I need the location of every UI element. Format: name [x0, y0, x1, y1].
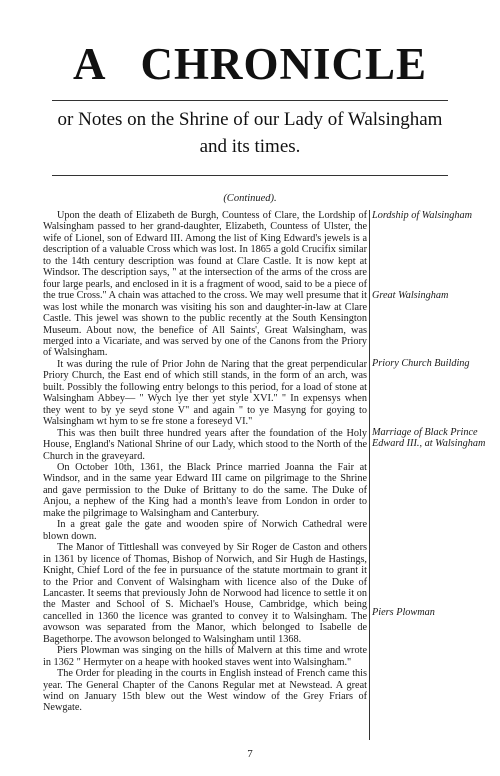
paragraph: The Order for pleading in the courts in English instead of French came this year. The General Chapter of the Canons Regular met at Newstead. A great wind on January 15th blew out the West window of the Grey Friars of Newgate.	[43, 668, 367, 714]
body-text	[43, 210, 367, 714]
paragraph: In a great gale the gate and wooden spire of Norwich Cathedral were blown down.	[43, 519, 367, 542]
bottom-rule	[52, 175, 448, 176]
continued-label: (Continued).	[223, 193, 277, 204]
subtitle-line-2: and its times.	[199, 136, 301, 157]
subtitle	[30, 106, 470, 160]
paragraph: This was then built three hundred years after the foundation of the Holy House, England's National Shrine of our Lady, which stood to the North of the Church in the graveyard.	[43, 427, 367, 462]
paragraph: The Manor of Tittleshall was conveyed by Sir Roger de Caston and others in 1361 by licence of Thomas, Bishop of Norwich, and Sir Hugh de Hastings, Knight, Chief Lord of the fee in pursuance of the statute mortmain to grant it to the Prior and Convent of Walsingham with licence also of the Duke of Lancaster. It seems that previously John de Norwood had licence to settle it on the Master and School of S. Michael's House, Cambridge, which being cancelled in 1360 the licence was granted to convey it to Walsingham. The avowson was separated from the Manor, which belonged to Isabelle de Bagethorpe. The avowson belonged to Walsingham until 1368.	[43, 542, 367, 645]
margin-note-priory-church: Priory Church Building	[372, 358, 470, 369]
margin-note-piers-plowman: Piers Plowman	[372, 607, 435, 618]
margin-note-great-walsingham: Great Walsingham	[372, 290, 449, 301]
title-word: CHRONICLE	[140, 39, 428, 89]
paragraph: Upon the death of Elizabeth de Burgh, Countess of Clare, the Lordship of Walsingham passed to her grand-daughter, Elizabeth, Countess of Ulster, the wife of Lionel, son of Edward III. Among the list of King Edward's jewels is a description of a valuable Cross which was lost. In 1865 a gold Crucifix similar to the 14th century description was found at Clare Castle. It is now kept at Windsor. The description says, " at the intersection of the arms of the cross are four large pearls, and enclosed in it is a fragment of wood, said to be a piece of the true Cross." A chain was attached to the cross. We may well presume that it was lost while the monarch was visiting his son and daughter-in-law at Clare Castle. This jewel was shown to the public recently at the South Kensington Museum. About now, the benefice of All Saints', Great Walsingham, was merged into a Vicariate, and was served by one of the Canons from the Priory of Walsingham.	[43, 210, 367, 359]
margin-divider	[369, 210, 370, 740]
title-article: A	[72, 39, 107, 89]
page-title	[0, 38, 500, 90]
paragraph: On October 10th, 1361, the Black Prince married Joanna the Fair at Windsor, and in the same year Edward III came on pilgrimage to the Shrine and gave permission to the Duke of Brittany to do the same. The Duke of Anjou, a nephew of the King had a month's leave from London in order to make the pilgrimage to Walsingham and Canterbury.	[43, 461, 367, 519]
paragraph: It was during the rule of Prior John de Naring that the great perpendicular Priory Church, the East end of which still stands, in the form of an arch, was built. Possibly the following entry belongs to this period, for a load of stone at Walsingham Abbey— " Wych lye ther yet style XVI." " In expensys when they went to by ye seyd stone V" and again " to ye Masyng for goying to Walsingham wt hym to se fre stone a foreseyd VI."	[43, 358, 367, 428]
margin-note-marriage: Marriage of Black Prince Edward III., at Walsingham	[372, 427, 486, 450]
margin-note-lordship: Lordship of Walsingham	[372, 210, 473, 221]
subtitle-line-1: or Notes on the Shrine of our Lady of Walsingham	[57, 109, 443, 130]
page-number: 7	[247, 748, 253, 760]
paragraph: Piers Plowman was singing on the hills of Malvern at this time and wrote in 1362 " Hermyter on a heape with hooked staves went into Walsingham."	[43, 645, 367, 668]
top-rule	[52, 100, 448, 101]
